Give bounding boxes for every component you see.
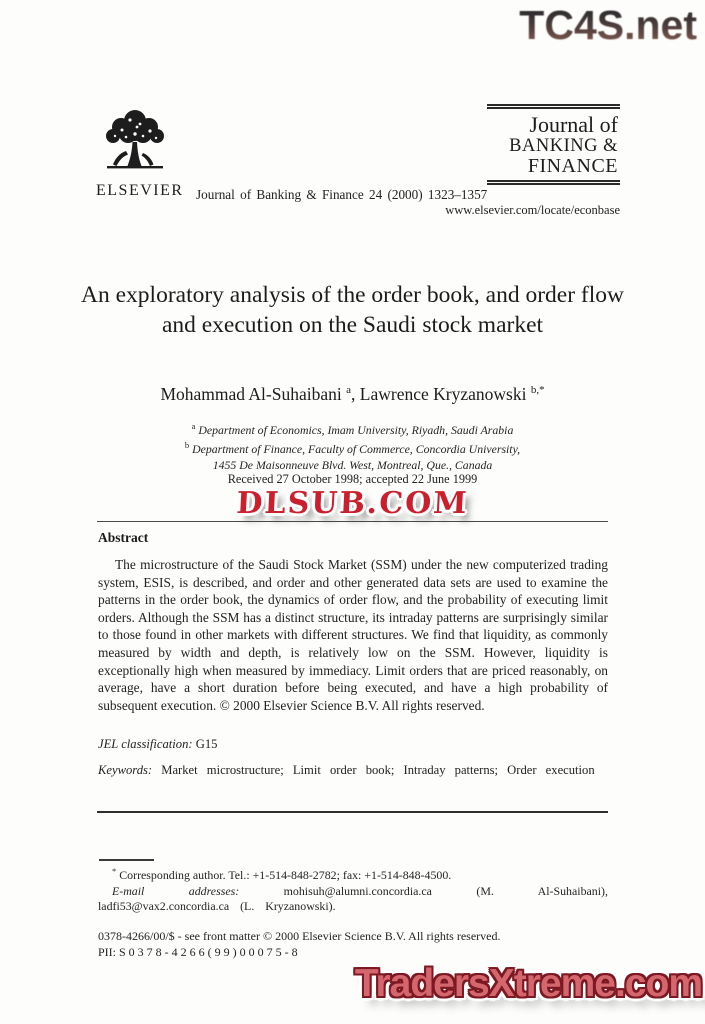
journal-citation: Journal of Banking & Finance 24 (2000) 1323–1357 xyxy=(196,187,488,202)
journal-name-line2: BANKING & xyxy=(509,136,618,156)
received-accepted-line: Received 27 October 1998; accepted 22 June 1999 xyxy=(227,472,478,486)
corresponding-author-note xyxy=(98,864,608,884)
author-2-sup: b,* xyxy=(530,384,545,397)
email-label: E-mail addresses: xyxy=(112,883,240,898)
journal-name-box xyxy=(487,104,620,185)
journal-name-line1: Journal of xyxy=(529,112,618,137)
footnote-separator-rule xyxy=(99,859,154,861)
footnote-star: * xyxy=(112,866,117,876)
jel-label: JEL classification: xyxy=(98,737,193,751)
footer-divider-rule xyxy=(97,811,608,813)
header-divider-rule xyxy=(97,521,608,522)
watermark-tc4s: TC4S.net xyxy=(519,2,697,48)
author-separator: , xyxy=(351,384,356,404)
affiliation-sup: b xyxy=(184,440,190,451)
author-2: Lawrence Kryzanowski xyxy=(359,384,527,404)
affiliations-block xyxy=(0,419,705,473)
pii-line: PII: S 0 3 7 8 - 4 2 6 6 ( 9 9 ) 0 0 0 7 5 - 8 xyxy=(98,945,298,959)
affiliation-text: Department of Finance, Faculty of Commerce, Concordia University, xyxy=(192,442,521,457)
affiliation-text: 1455 De Maisonneuve Blvd. West, Montreal, Que., Canada xyxy=(212,457,493,472)
affiliation-sup: a xyxy=(191,421,196,431)
jel-value: G15 xyxy=(195,737,218,751)
abstract-body: The microstructure of the Saudi Stock Market (SSM) under the new computerized trading system, ESIS, is described, and order and other generated data sets are used to examine the patterns in the order book, the dynamics of order flow, and the probability of executing limit orders. Although the SSM has a distinct structure, its intraday patterns are surprisingly similar to those found in other markets with different structures. We find that liquidity, as commonly measured by width and depth, is relatively low on the SSM. However, liquidity is exceptionally high when measured by immediacy. Limit orders that are priced reasonably, on average, have a short duration before being executed, and have a high probability of subsequent execution. © 2000 Elsevier Science B.V. All rights reserved. xyxy=(98,557,608,713)
footnote-block xyxy=(98,864,608,915)
elsevier-tree-logo-icon xyxy=(95,106,175,185)
author-1: Mohammad Al-Suhaibani xyxy=(160,384,342,404)
keywords-label: Keywords: xyxy=(98,763,153,777)
publisher-name: ELSEVIER xyxy=(96,182,184,199)
journal-url: www.elsevier.com/locate/econbase xyxy=(445,203,620,217)
affiliation-line xyxy=(0,419,705,438)
watermark-tradersxtreme: TradersXtreme.com xyxy=(354,962,702,1005)
abstract-heading: Abstract xyxy=(98,530,149,545)
corresponding-text: Corresponding author. Tel.: +1-514-848-2782; fax: +1-514-848-4500. xyxy=(119,867,452,882)
affiliation-line xyxy=(0,438,705,457)
journal-name-line3: FINANCE xyxy=(527,155,618,177)
keywords-value: Market microstructure; Limit order book; Intraday patterns; Order execution xyxy=(161,763,595,777)
watermark-dlsub: DLSUB.COM xyxy=(235,486,470,521)
email-addresses-note xyxy=(98,884,608,915)
affiliation-text: Department of Economics, Imam University, Riyadh, Saudi Arabia xyxy=(198,422,514,437)
keywords-line xyxy=(98,762,608,779)
author-1-sup: a xyxy=(346,384,352,397)
front-matter-copyright: 0378-4266/00/$ - see front matter © 2000 Elsevier Science B.V. All rights reserved. xyxy=(98,929,501,943)
author-line xyxy=(0,384,705,405)
jel-classification-line xyxy=(98,737,608,752)
article-title: An exploratory analysis of the order book, and order flow and execution on the Saudi stock market xyxy=(81,282,624,338)
email-value: mohisuh@alumni.concordia.ca (M. Al-Suhaibani), ladfi53@vax2.concordia.ca (L. Kryzanowski). xyxy=(98,883,608,914)
